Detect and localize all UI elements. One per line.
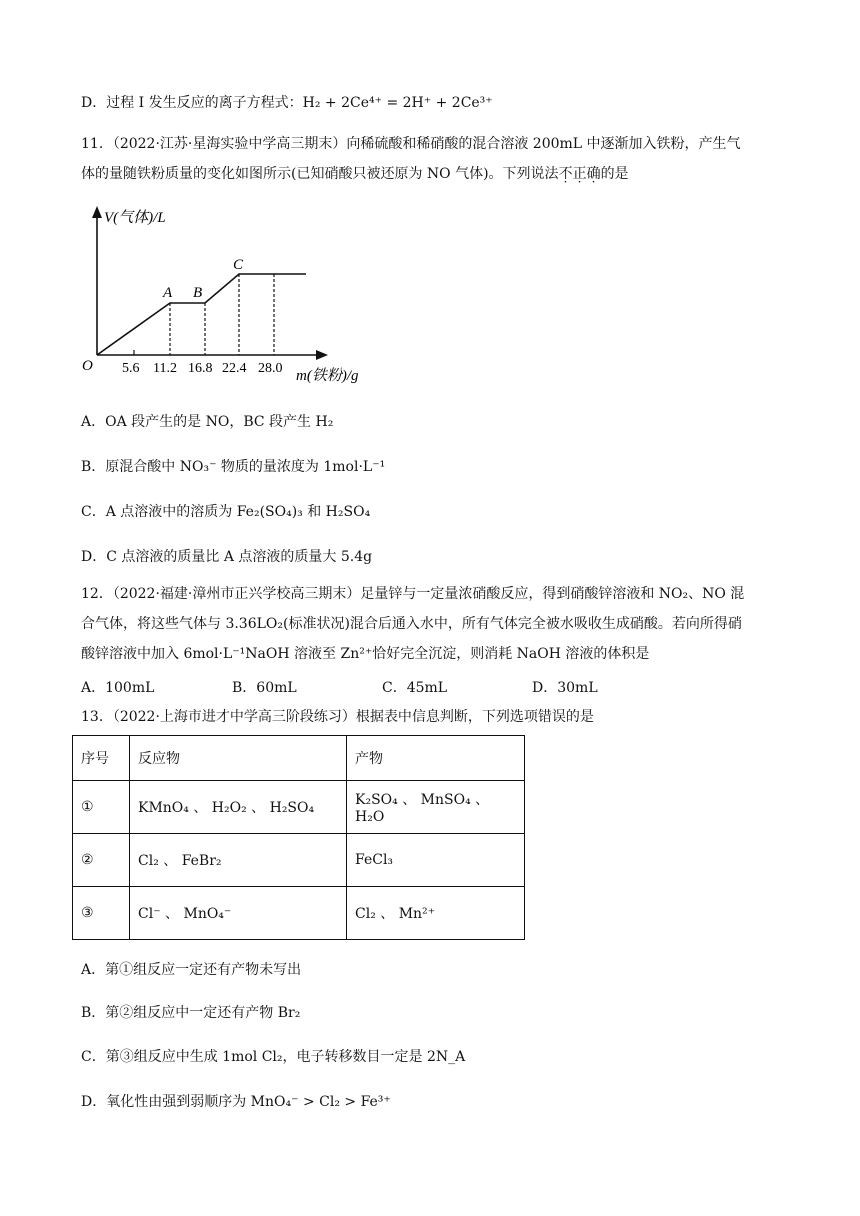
row-reactants: Cl⁻ 、 MnO₄⁻ [130,887,347,940]
row-products: Cl₂ 、 Mn²⁺ [347,887,525,940]
row-index: ② [73,834,130,887]
q13-option-b: B．第②组反应中一定还有产物 Br₂ [81,1005,301,1021]
tick-label-11-2: 11.2 [153,361,177,376]
tick-label-5-6: 5.6 [122,361,140,376]
q10-option-d-prefix: D．过程 I 发生反应的离子方程式： [81,95,303,111]
q13-option-d: D．氧化性由强到弱顺序为 MnO₄⁻ > Cl₂ > Fe³⁺ [81,1094,391,1110]
q12-option-b: B．60mL [232,680,297,696]
q11-option-a: A．OA 段产生的是 NO，BC 段产生 H₂ [81,414,334,430]
q12-option-a: A．100mL [81,680,155,696]
q13-option-a: A．第①组反应一定还有产物未写出 [81,962,302,978]
table-header-row [73,736,525,781]
row-index: ③ [73,887,130,940]
row-products: K₂SO₄ 、 MnSO₄ 、 H₂O [347,781,525,834]
q11-option-d: D．C 点溶液的质量比 A 点溶液的质量大 5.4g [81,549,373,565]
row-reactants: Cl₂ 、 FeBr₂ [130,834,347,887]
q12-options [81,677,781,697]
row-products: FeCl₃ [347,834,525,887]
q12-stem-line2: 合气体，将这些气体与 3.36LO₂(标准状况)混合后通入水中，所有气体完全被水吸收生成硝酸。若向所得硝 [81,616,742,632]
header-cell-index: 序号 [73,736,130,781]
x-axis-arrow [316,350,328,360]
row-index: ① [73,781,130,834]
q11-stem-line2-text: 体的量随铁粉质量的变化如图所示(已知硝酸只被还原为 NO 气体)。下列说法 [81,166,559,182]
q12-stem-line3: 酸锌溶液中加入 6mol·L⁻¹NaOH 溶液至 Zn²⁺恰好完全沉淀，则消耗 NaOH 溶液的体积是 [81,646,650,662]
q13-table [72,735,525,940]
header-cell-reactants: 反应物 [130,736,347,781]
emphasis-char-2: 正 [572,166,587,182]
row-reactants: KMnO₄ 、 H₂O₂ 、 H₂SO₄ [130,781,347,834]
point-label-a: A [163,285,173,301]
header-cell-products: 产物 [347,736,525,781]
tick-label-16-8: 16.8 [188,361,213,376]
q11-stem-line2-end: 的是 [600,166,629,182]
origin-label: O [82,358,93,374]
q10-option-d [81,93,493,113]
q10-option-d-equation: H₂ + 2Ce⁴⁺ = 2H⁺ + 2Ce³⁺ [302,95,493,111]
q11-stem-line1: 11．（2022·江苏·星海实验中学高三期末）向稀硫酸和稀硝酸的混合溶液 200mL 中逐渐加入铁粉，产生气 [81,136,741,152]
q13-option-c: C．第③组反应中生成 1mol Cl₂，电子转移数目一定是 2N_A [81,1049,466,1065]
y-axis-label: V(气体)/L [104,210,166,226]
table-row [73,834,525,887]
q12-option-d: D．30mL [532,680,598,696]
tick-label-28-0: 28.0 [258,361,283,376]
q11-graph [78,200,398,385]
q11-option-c: C．A 点溶液中的溶质为 Fe₂(SO₄)₃ 和 H₂SO₄ [81,504,371,520]
table-row [73,781,525,834]
q13-stem: 13．（2022·上海市进才中学高三阶段练习）根据表中信息判断，下列选项错误的是 [81,709,594,725]
x-axis-label: m(铁粉)/g [296,368,359,384]
y-axis-arrow [92,206,102,218]
tick-label-22-4: 22.4 [222,361,247,376]
q11-stem-line2 [81,164,629,184]
point-label-c: C [233,257,244,273]
q11-option-b: B．原混合酸中 NO₃⁻ 物质的量浓度为 1mol·L⁻¹ [81,459,386,475]
q12-option-c: C．45mL [382,680,448,696]
point-label-b: B [193,285,203,301]
emphasis-char-1: 不 [558,166,573,182]
table-row [73,887,525,940]
emphasis-char-3: 确 [586,166,601,182]
q12-stem-line1: 12．（2022·福建·漳州市正兴学校高三期末）足量锌与一定量浓硝酸反应，得到硝酸锌溶液和 NO₂、NO 混 [81,586,745,602]
